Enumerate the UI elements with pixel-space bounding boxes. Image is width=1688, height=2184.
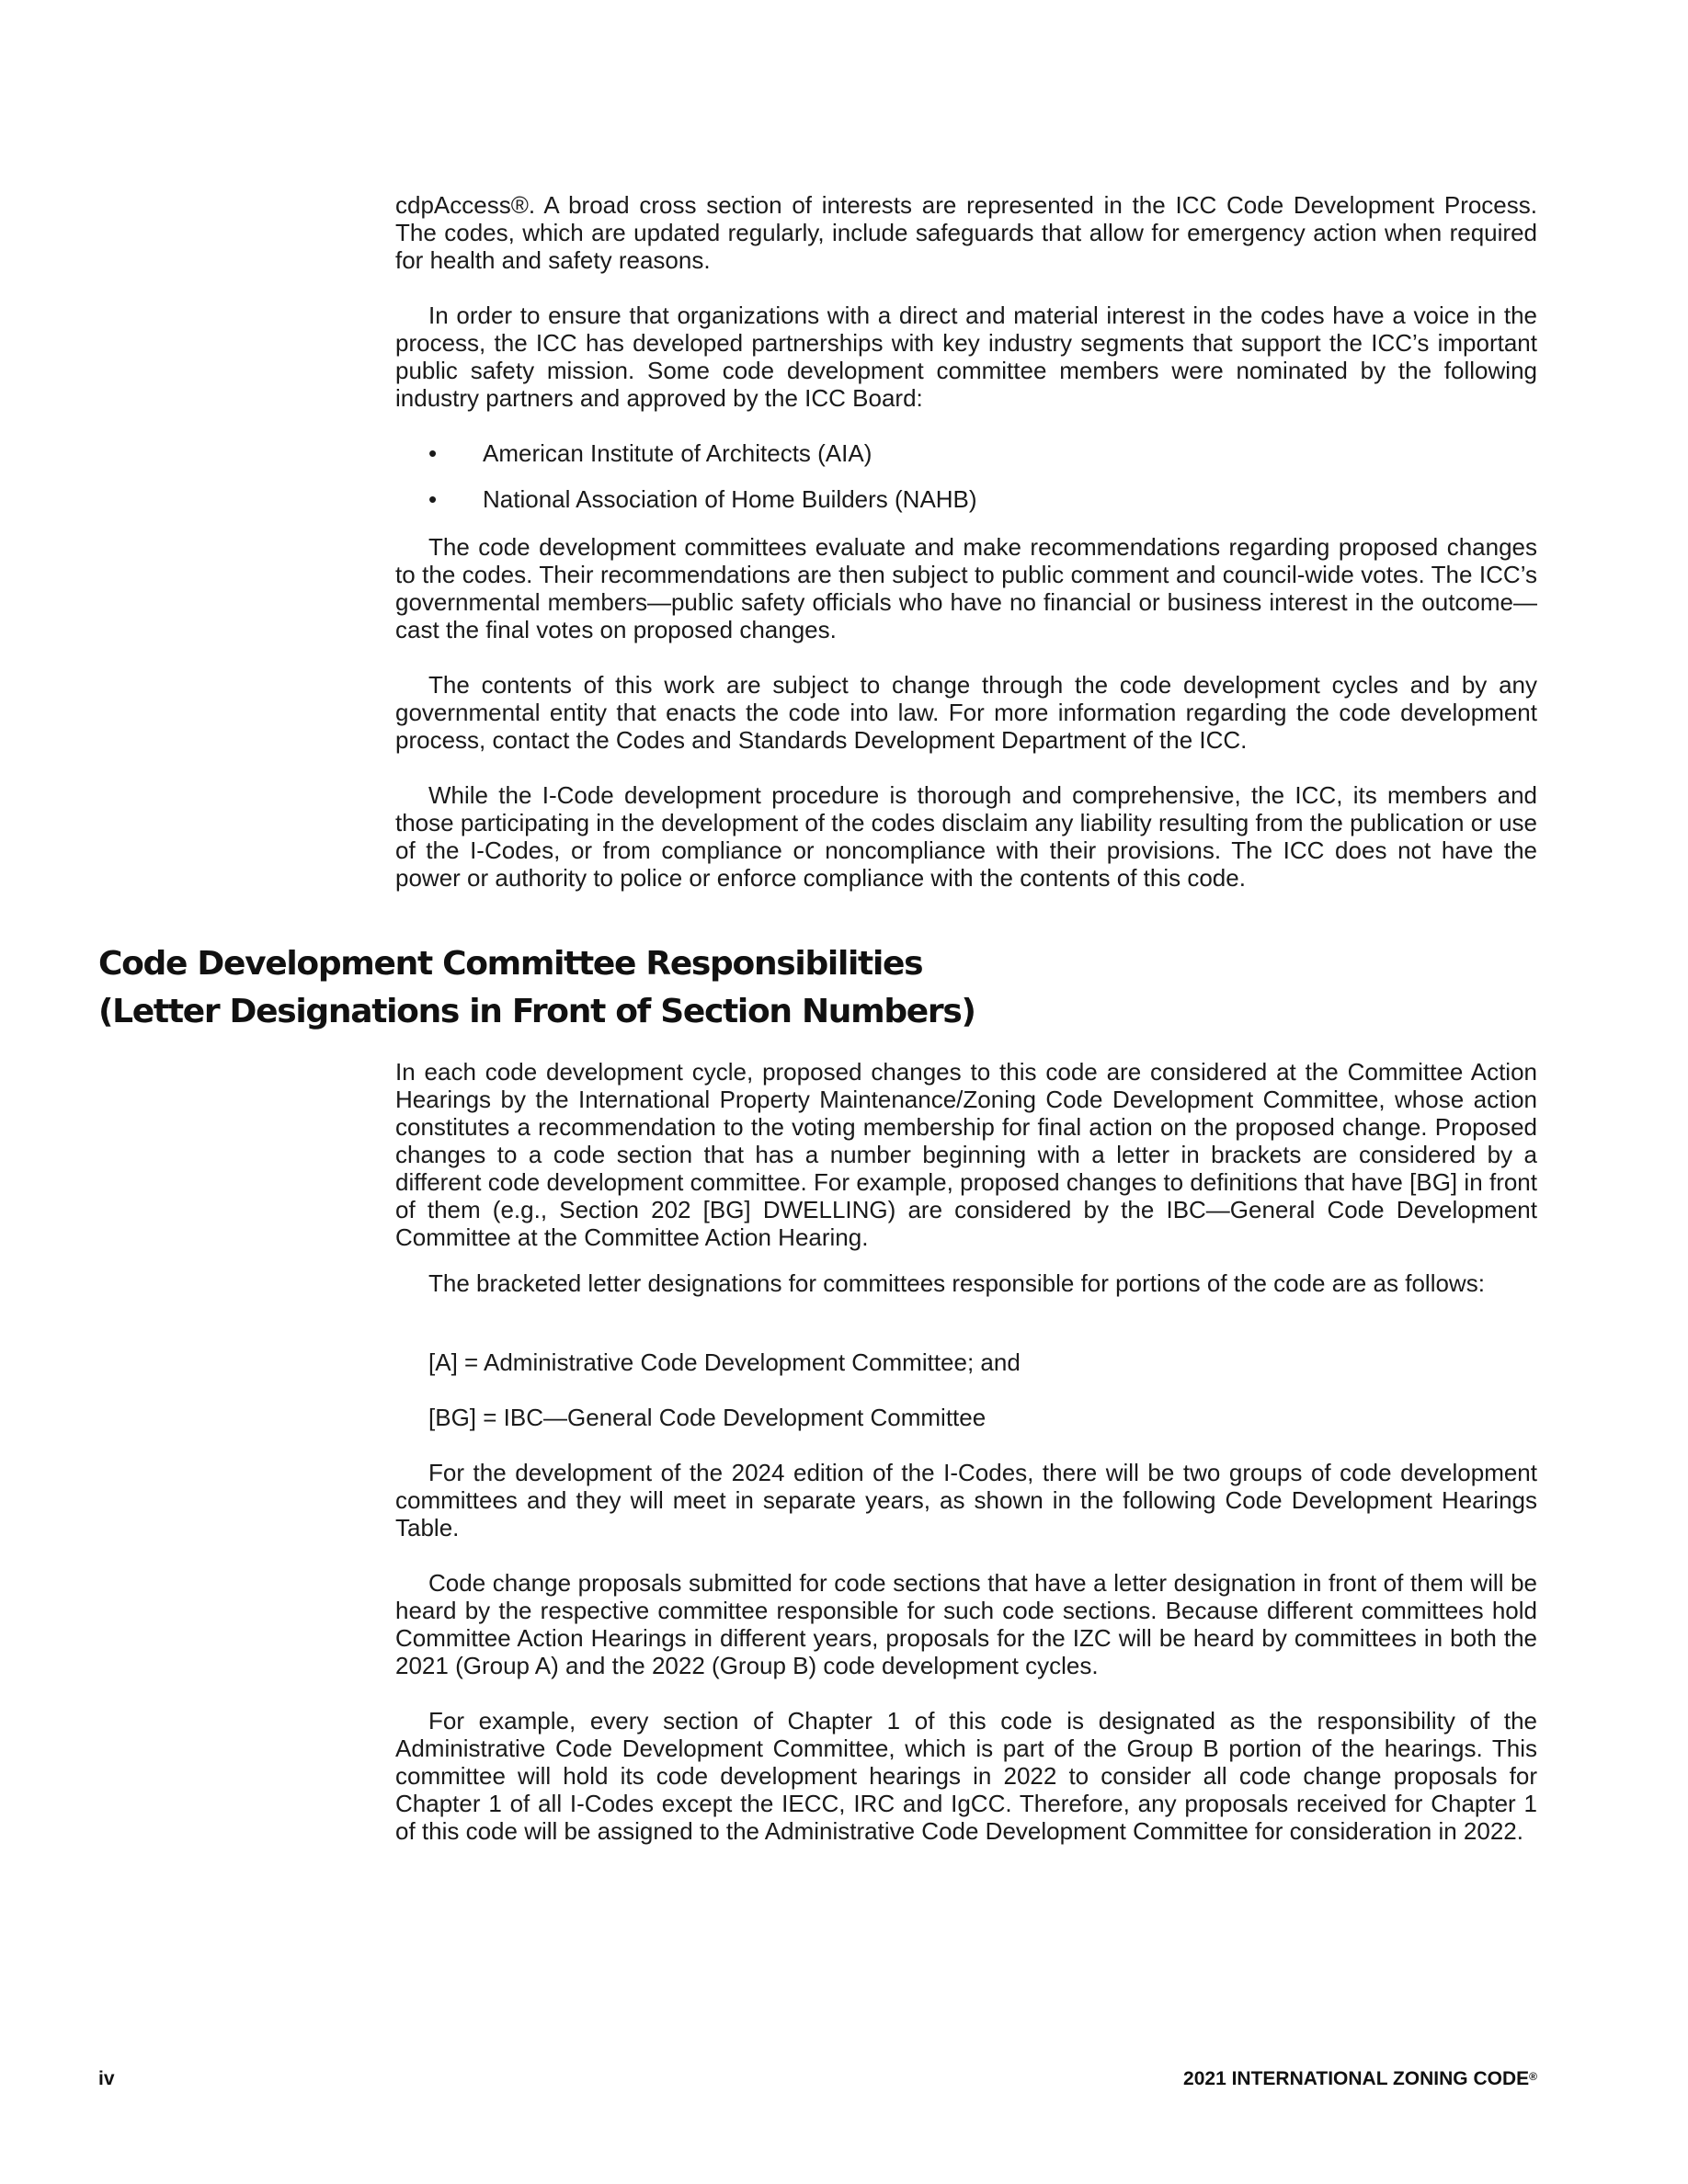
running-footer-title [1183,2067,1537,2091]
intro-column [395,191,1537,892]
bullet-icon: • [428,439,438,467]
paragraph-bracketed-intro: The bracketed letter designations for committees responsible for portions of the code are as follows: [428,1269,1485,1297]
paragraph-partnerships: In order to ensure that organizations with a direct and material interest in the codes have a voice in the process, the ICC has developed partnerships with key industry segments that support the ICC’s important public safety mission. Some code development committee members were nominated by the following industry partners and approved by the ICC Board: [395,301,1537,412]
paragraph-cycle: In each code development cycle, proposed changes to this code are considered at the Committee Action Hearings by the International Property Maintenance/Zoning Code Development Committee, whose action constitutes a recommendation to the voting membership for final action on the proposed change. Proposed changes to a code section that has a number beginning with a letter in brackets are considered by a different code development committee. For example, proposed changes to definitions that have [BG] in front of them (e.g., Section 202 [BG] DWELLING) are considered by the IBC—General Code Development Committee at the Committee Action Hearing. [395,1058,1537,1251]
list-item-label: American Institute of Architects (AIA) [483,439,873,467]
book-title: 2021 INTERNATIONAL ZONING CODE [1183,2068,1530,2089]
designation-admin: [A] = Administrative Code Development Committee; and [428,1348,1021,1376]
paragraph-2024-edition: For the development of the 2024 edition of the I-Codes, there will be two groups of code development committees and they will meet in separate years, as shown in the following Code Development Hearings Table. [395,1459,1537,1541]
paragraph-disclaimer: While the I-Code development procedure is thorough and comprehensive, the ICC, its members and those participating in the development of the codes disclaim any liability resulting from the publication or use of the I-Codes, or from compliance or noncompliance with their provisions. The ICC does not have the power or authority to police or enforce compliance with the contents of this code. [395,781,1537,892]
list-item-label: National Association of Home Builders (NAHB) [483,485,977,513]
paragraph-letter-designation: Code change proposals submitted for code sections that have a letter designation in front of them will be heard by the respective committee responsible for such code sections. Because different committees hold Committee Action Hearings in different years, proposals for the IZC will be heard by committees in both the 2021 (Group A) and the 2022 (Group B) code development cycles. [395,1569,1537,1679]
registered-mark: ® [1529,2070,1537,2083]
paragraph-contents-subject: The contents of this work are subject to change through the code development cycles and by any governmental entity that enacts the code into law. For more information regarding the code development process, contact the Codes and Standards Development Department of the ICC. [395,671,1537,754]
paragraph-cdpaccess: cdpAccess®. A broad cross section of interests are represented in the ICC Code Development Process. The codes, which are updated regularly, include safeguards that allow for emergency action when required for health and safety reasons. [395,191,1537,274]
list-item [395,439,1537,467]
industry-partners-list [395,439,1537,513]
list-item [395,485,1537,513]
section-body [395,1058,1537,1845]
bullet-icon: • [428,485,438,513]
paragraph-committees-evaluate: The code development committees evaluate and make recommendations regarding proposed changes to the codes. Their recommendations are then subject to public comment and council-wide votes. The ICC’s governmental members—public safety officials who have no financial or business interest in the outcome—cast the final votes on proposed changes. [395,533,1537,643]
section-heading-line2: (Letter Designations in Front of Section Numbers) [98,993,975,1030]
paragraph-chapter-1-example: For example, every section of Chapter 1 of this code is designated as the responsibility of the Administrative Code Development Committee, which is part of the Group B portion of the hearings. This committee will hold its code development hearings in 2022 to consider all code change proposals for Chapter 1 of all I-Codes except the IECC, IRC and IgCC. Therefore, any proposals received for Chapter 1 of this code will be assigned to the Administrative Code Development Committee for consideration in 2022. [395,1707,1537,1845]
section-heading-line1: Code Development Committee Responsibilities [98,945,923,983]
designation-ibc-general: [BG] = IBC—General Code Development Committee [428,1404,987,1431]
section-heading [98,940,975,1036]
page-number: iv [98,2068,115,2089]
